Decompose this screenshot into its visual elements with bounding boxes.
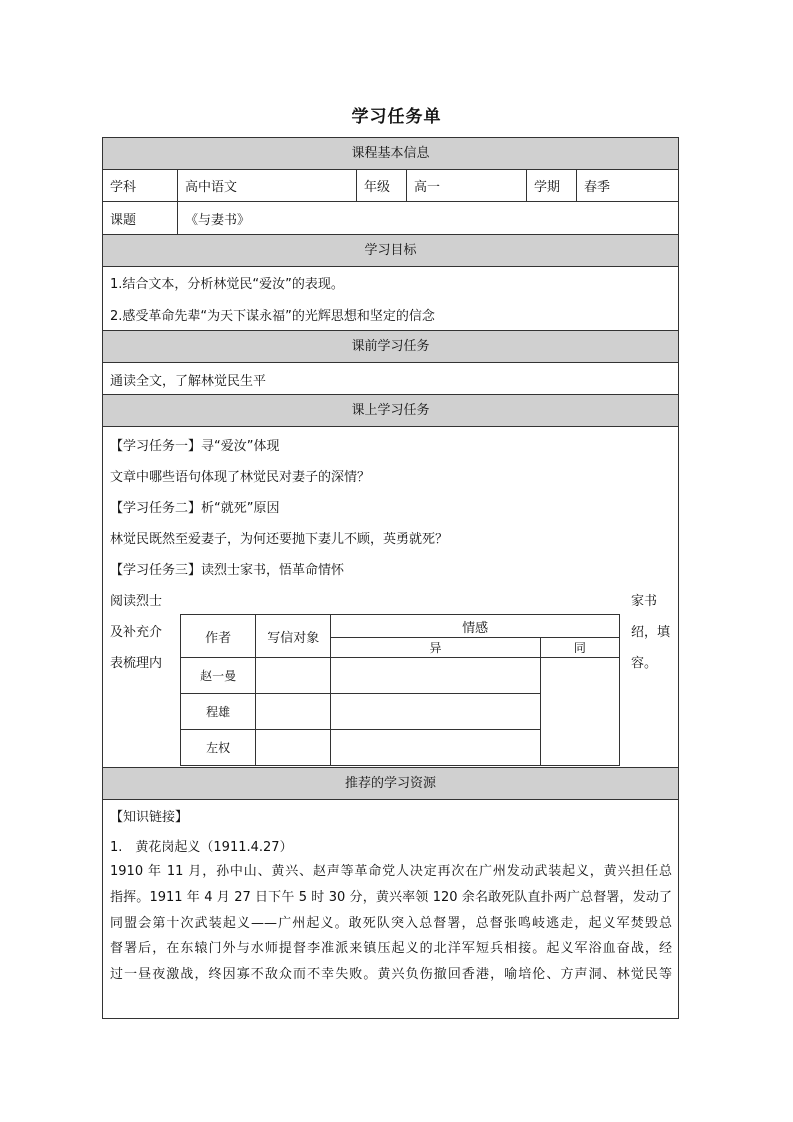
task-one-heading: 【学习任务一】寻“爱汝”体现	[110, 439, 280, 454]
diff-cell	[331, 730, 540, 766]
info-row-subject	[103, 170, 678, 202]
section-header-resources	[103, 768, 678, 800]
task-two-question: 林觉民既然至爱妻子，为何还要抛下妻儿不顾，英勇就死？	[110, 532, 449, 547]
diff-cell	[331, 658, 540, 694]
objective-item-1: 1.结合文本，分析林觉民“爱汝”的表现。	[110, 277, 344, 292]
topic-label: 课题	[103, 202, 178, 234]
task-one-question: 文章中哪些语句体现了林觉民对妻子的深情？	[110, 470, 371, 485]
recipient-cell	[256, 694, 331, 730]
emotion-header: 情感	[331, 615, 620, 638]
resource-paragraph	[110, 859, 672, 988]
author-header: 作者	[181, 615, 256, 658]
knowledge-link-label: 【知识链接】	[110, 810, 189, 825]
in-class-content	[103, 427, 678, 768]
section-header-objectives	[103, 235, 678, 267]
grade-value: 高一	[407, 170, 527, 201]
info-row-topic	[103, 202, 678, 235]
paragraph-line: 指挥。1911 年 4 月 27 日下午 5 时 30 分，黄兴率领 120 余名敢死队直扑两广总督署，发动了	[110, 889, 672, 905]
subject-value: 高中语文	[178, 170, 357, 201]
section-header-pre-class	[103, 331, 678, 363]
wrap-text-left-3: 表梳理内	[110, 656, 163, 671]
task-three-heading: 【学习任务三】读烈士家书，悟革命情怀	[110, 563, 345, 578]
diff-header: 异	[331, 638, 540, 658]
objective-item-2: 2.感受革命先辈“为天下谋永福”的光辉思想和坚定的信念	[110, 309, 435, 324]
same-cell	[540, 658, 619, 766]
same-header: 同	[540, 638, 619, 658]
topic-value: 《与妻书》	[185, 212, 251, 228]
wrap-text-right-3: 容。	[631, 656, 658, 671]
section-header-label: 课程基本信息	[351, 146, 430, 161]
resources-content	[103, 800, 678, 1018]
recipient-cell	[256, 730, 331, 766]
page-title: 学习任务单	[351, 107, 442, 127]
diff-cell	[331, 694, 540, 730]
paragraph-line: 过一昼夜激战，终因寡不敌众而不幸失败。黄兴负伤撤回香港，喻培伦、方声洞、林觉民等	[110, 967, 672, 983]
pre-class-content	[103, 363, 678, 395]
wrap-text-right-1: 家书	[631, 594, 658, 609]
section-header-label: 课上学习任务	[351, 403, 430, 418]
section-header-label: 推荐的学习资源	[344, 776, 436, 791]
section-header-basic-info	[103, 138, 678, 170]
paragraph-line: 同盟会第十次武装起义——广州起义。敢死队突入总督署，总督张鸣岐逃走，起义军焚毁总	[110, 915, 672, 931]
section-header-in-class	[103, 395, 678, 427]
letters-comparison-table	[180, 614, 620, 766]
table-row	[181, 658, 620, 694]
task-sheet-table	[102, 137, 679, 1019]
term-value: 春季	[584, 180, 611, 195]
recipient-header: 写信对象	[256, 615, 331, 658]
wrap-text-left-1: 阅读烈士	[110, 594, 163, 609]
term-label: 学期	[527, 170, 577, 201]
section-header-label: 课前学习任务	[351, 339, 430, 354]
author-cell: 左权	[181, 730, 256, 766]
paragraph-line: 1910 年 11 月，孙中山、黄兴、赵声等革命党人决定再次在广州发动武装起义，黄兴担任总	[110, 864, 672, 879]
recipient-cell	[256, 658, 331, 694]
pre-class-text: 通读全文，了解林觉民生平	[110, 374, 267, 389]
resource-item-title: 1. 黄花岗起义（1911.4.27）	[110, 840, 293, 855]
task-two-heading: 【学习任务二】析“就死”原因	[110, 501, 280, 516]
paragraph-line: 督署后，在东辕门外与水师提督李准派来镇压起义的北洋军短兵相接。起义军浴血奋战，经	[110, 941, 672, 957]
grade-label: 年级	[357, 170, 407, 201]
objectives-content	[103, 267, 678, 331]
author-cell: 赵一曼	[181, 658, 256, 694]
subject-label: 学科	[103, 170, 178, 201]
author-cell: 程雄	[181, 694, 256, 730]
section-header-label: 学习目标	[364, 243, 417, 258]
wrap-text-right-2: 绍，填	[631, 625, 671, 640]
wrap-text-left-2: 及补充介	[110, 625, 163, 640]
